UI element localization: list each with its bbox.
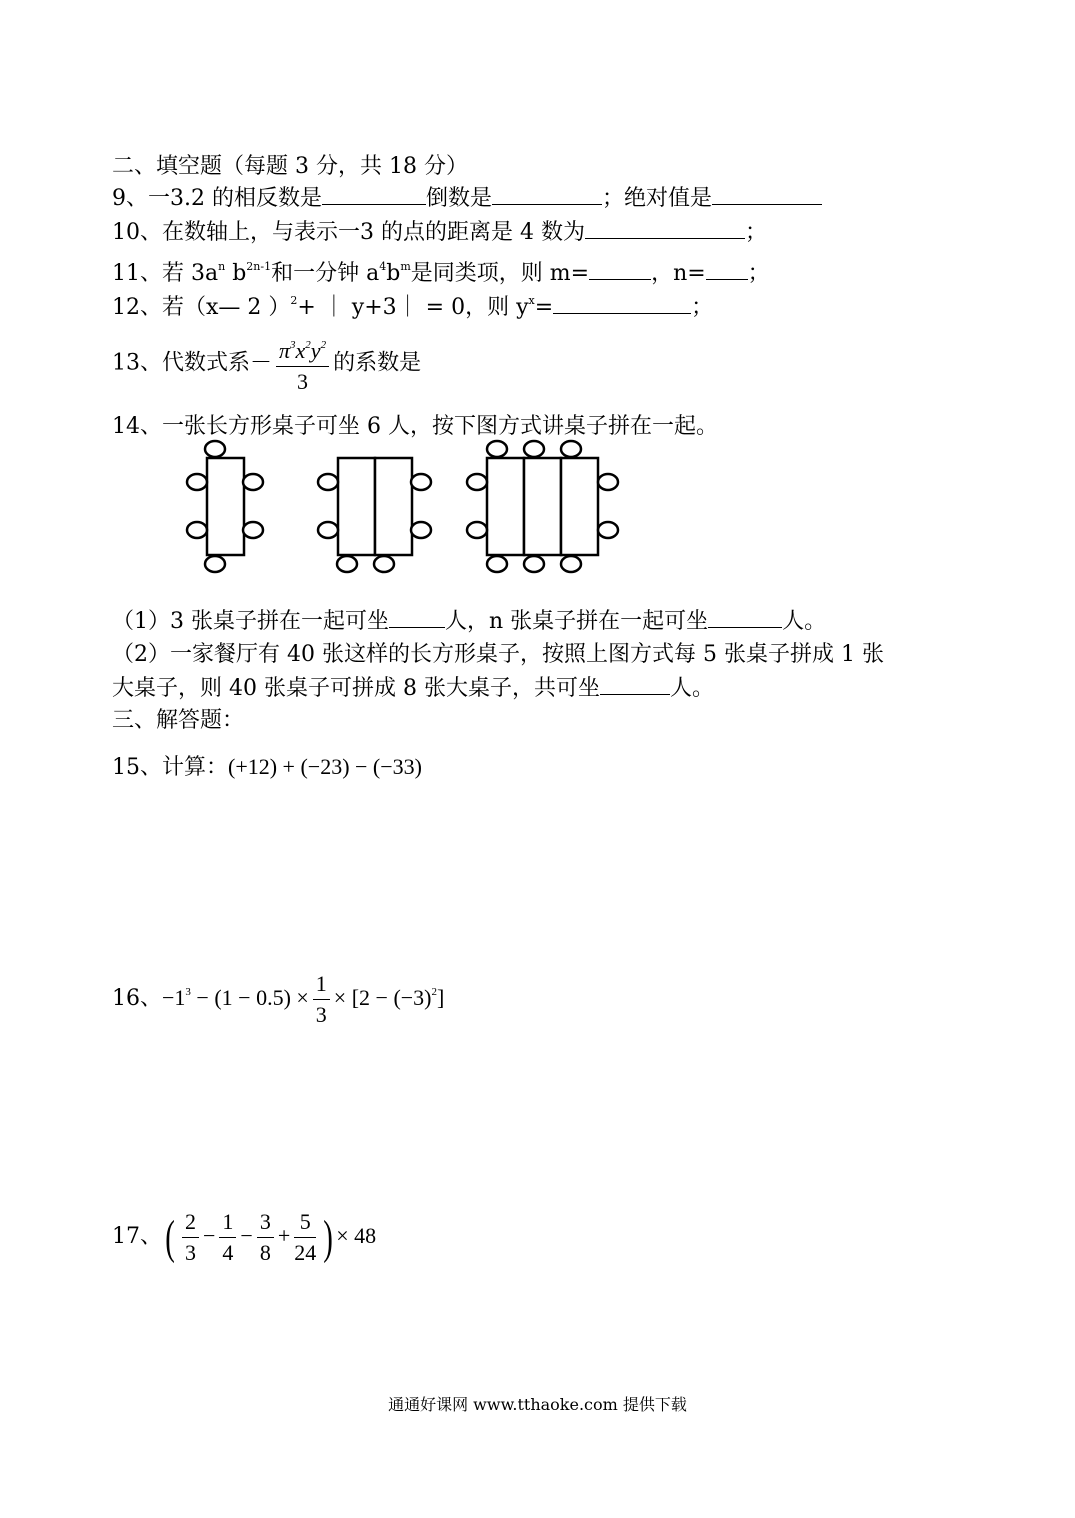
q14-blank-total[interactable] (600, 674, 670, 695)
question-14-part-2-line-1: （2）一家餐厅有 40 张这样的长方形桌子，按照上图方式每 5 张桌子拼成 1 张 (112, 642, 884, 667)
seat-circle (598, 522, 618, 538)
q9-text-3: ；绝对值是 (602, 186, 713, 211)
seat-circle (374, 556, 394, 572)
q17-f4-num: 5 (294, 1207, 316, 1238)
seat-circle (467, 522, 487, 538)
q14-sub2-text-b: 人。 (669, 676, 714, 701)
q15-expression: (+12) + (−23) − (−33) (228, 754, 422, 779)
q12-text-2: + ｜ y+3｜ = 0，则 y (297, 295, 529, 320)
q11-text-3: 和一分钟 a (271, 261, 380, 286)
table-rect (338, 458, 375, 555)
q10-blank[interactable] (585, 218, 745, 239)
q16-term-b: − (1 − 0.5) × (190, 985, 309, 1010)
q17-f1-num: 2 (182, 1207, 199, 1238)
q14-sub1-text-a: （1）3 张桌子拼在一起可坐 (112, 609, 389, 634)
seat-circle (561, 556, 581, 572)
q16-term-d: ] (437, 985, 445, 1010)
q9-blank-absolute[interactable] (712, 184, 822, 205)
section2-heading: 二、填空题（每题 3 分，共 18 分） (112, 154, 468, 179)
question-17 (112, 1206, 376, 1268)
q11-exp-4: m (400, 260, 411, 273)
table-rect (561, 458, 598, 555)
table-rect (487, 458, 524, 555)
seat-circle (524, 556, 544, 572)
q11-exp-1: n (218, 260, 226, 273)
seat-circle (318, 522, 338, 538)
q15-label: 15、计算： (112, 755, 228, 780)
q10-text-1: 10、在数轴上，与表示一3 的点的距离是 4 数为 (112, 220, 585, 245)
question-14-part-1 (112, 607, 826, 637)
table-rect (207, 458, 244, 555)
section3-heading: 三、解答题： (112, 708, 245, 733)
seat-circle (337, 556, 357, 572)
seat-circle (561, 441, 581, 457)
q17-op-2: − (240, 1223, 253, 1248)
seat-circle (411, 522, 431, 538)
q11-text-6: ，n= (651, 261, 706, 286)
q14-blank-three-tables[interactable] (389, 607, 445, 628)
q13-fraction (276, 330, 329, 397)
q13-denominator: 3 (297, 369, 309, 394)
seat-circle (205, 441, 225, 457)
table-rect (375, 458, 412, 555)
footer-credit: 通通好课网 www.tthaoke.com 提供下载 (388, 1395, 687, 1414)
q17-f3-num: 3 (257, 1207, 274, 1238)
q9-text-1: 9、一3.2 的相反数是 (112, 186, 322, 211)
q17-f1-den: 3 (184, 1240, 196, 1266)
q13-y: y (310, 338, 321, 363)
seat-circle (243, 474, 263, 490)
q13-pi: π (279, 338, 291, 363)
q11-text-5: 是同类项，则 m= (410, 261, 590, 286)
q17-f4-den: 24 (294, 1240, 317, 1266)
q17-f2-num: 1 (219, 1207, 236, 1238)
q12-text-3: = (534, 295, 554, 320)
q12-text-4: ； (691, 295, 714, 320)
q13-exp-x: 2 (305, 339, 311, 351)
q12-exp-2: x (528, 294, 535, 307)
q11-exp-2: 2n-1 (246, 260, 272, 273)
seat-circle (243, 522, 263, 538)
q17-fraction-4 (294, 1207, 316, 1268)
q11-text-7: ； (747, 261, 770, 286)
q9-text-2: 倒数是 (425, 186, 492, 211)
q14-sub1-text-c: 人。 (782, 609, 827, 634)
q9-blank-reciprocal[interactable] (492, 184, 602, 205)
question-15 (112, 752, 422, 783)
question-16 (112, 962, 444, 1030)
q17-fraction-3 (257, 1207, 274, 1268)
seat-circle (411, 474, 431, 490)
seat-circle (487, 556, 507, 572)
q16-fraction-den: 3 (315, 1002, 327, 1028)
q14-sub2-text-a: 大桌子，则 40 张桌子可拼成 8 张大桌子，共可坐 (112, 676, 600, 701)
question-11 (112, 252, 770, 289)
q13-exp-pi: 3 (290, 339, 296, 351)
q13-text-1: 13、代数式系－ (112, 350, 272, 376)
figure-three-tables (467, 441, 618, 572)
seat-circle (318, 474, 338, 490)
question-14: 14、一张长方形桌子可坐 6 人，按下图方式讲桌子拼在一起。 (112, 414, 718, 439)
q13-exp-y: 2 (320, 339, 327, 351)
figure-two-tables (318, 458, 431, 572)
q13-text-2: 的系数是 (333, 350, 422, 376)
q17-op-1: − (202, 1223, 216, 1248)
q17-label: 17、 (112, 1224, 162, 1249)
seat-circle (524, 441, 544, 457)
q17-op-3: + (277, 1223, 291, 1248)
q14-sub1-text-b: 人，n 张桌子拼在一起可坐 (445, 609, 709, 634)
question-12 (112, 286, 713, 323)
question-9 (112, 184, 822, 214)
q16-term-c: × [2 − (−3) (333, 985, 432, 1010)
q17-right-paren: ) (323, 1210, 334, 1264)
q12-exp-1: 2 (290, 294, 298, 307)
q10-text-2: ； (744, 220, 767, 245)
figure-one-table (187, 441, 263, 572)
q9-blank-opposite[interactable] (322, 184, 426, 205)
q11-blank-n[interactable] (706, 259, 748, 280)
table-rect (524, 458, 561, 555)
q16-fraction (313, 969, 330, 1030)
question-14-part-2-line-2 (112, 674, 714, 704)
q11-text-4: b (386, 261, 401, 286)
q12-text-1: 12、若（x— 2 ） (112, 295, 291, 320)
question-13 (112, 330, 421, 397)
seat-circle (205, 556, 225, 572)
q16-exp-2: 2 (431, 986, 437, 998)
q11-blank-m[interactable] (589, 259, 651, 280)
tables-diagram (180, 435, 630, 580)
q17-left-paren: ( (165, 1210, 175, 1264)
q17-f2-den: 4 (222, 1240, 234, 1266)
q17-fraction-2 (219, 1207, 236, 1268)
seat-circle (187, 474, 207, 490)
q16-fraction-num: 1 (313, 969, 330, 1000)
seat-circle (467, 474, 487, 490)
q17-tail: × 48 (336, 1223, 377, 1248)
seat-circle (487, 441, 507, 457)
q11-text-1: 11、若 3a (112, 261, 219, 286)
question-10 (112, 218, 767, 248)
q16-exp-1: 3 (185, 986, 191, 998)
q16-term-a: −1 (162, 985, 186, 1010)
q17-fraction-1 (182, 1207, 199, 1268)
q11-exp-3: 4 (379, 260, 387, 273)
q12-blank[interactable] (553, 293, 691, 314)
q11-text-2: b (232, 261, 247, 286)
q14-blank-n-tables[interactable] (708, 607, 782, 628)
seat-circle (187, 522, 207, 538)
q17-f3-den: 8 (259, 1240, 271, 1266)
q13-x: x (295, 338, 306, 363)
seat-circle (598, 474, 618, 490)
q16-label: 16、 (112, 986, 162, 1011)
